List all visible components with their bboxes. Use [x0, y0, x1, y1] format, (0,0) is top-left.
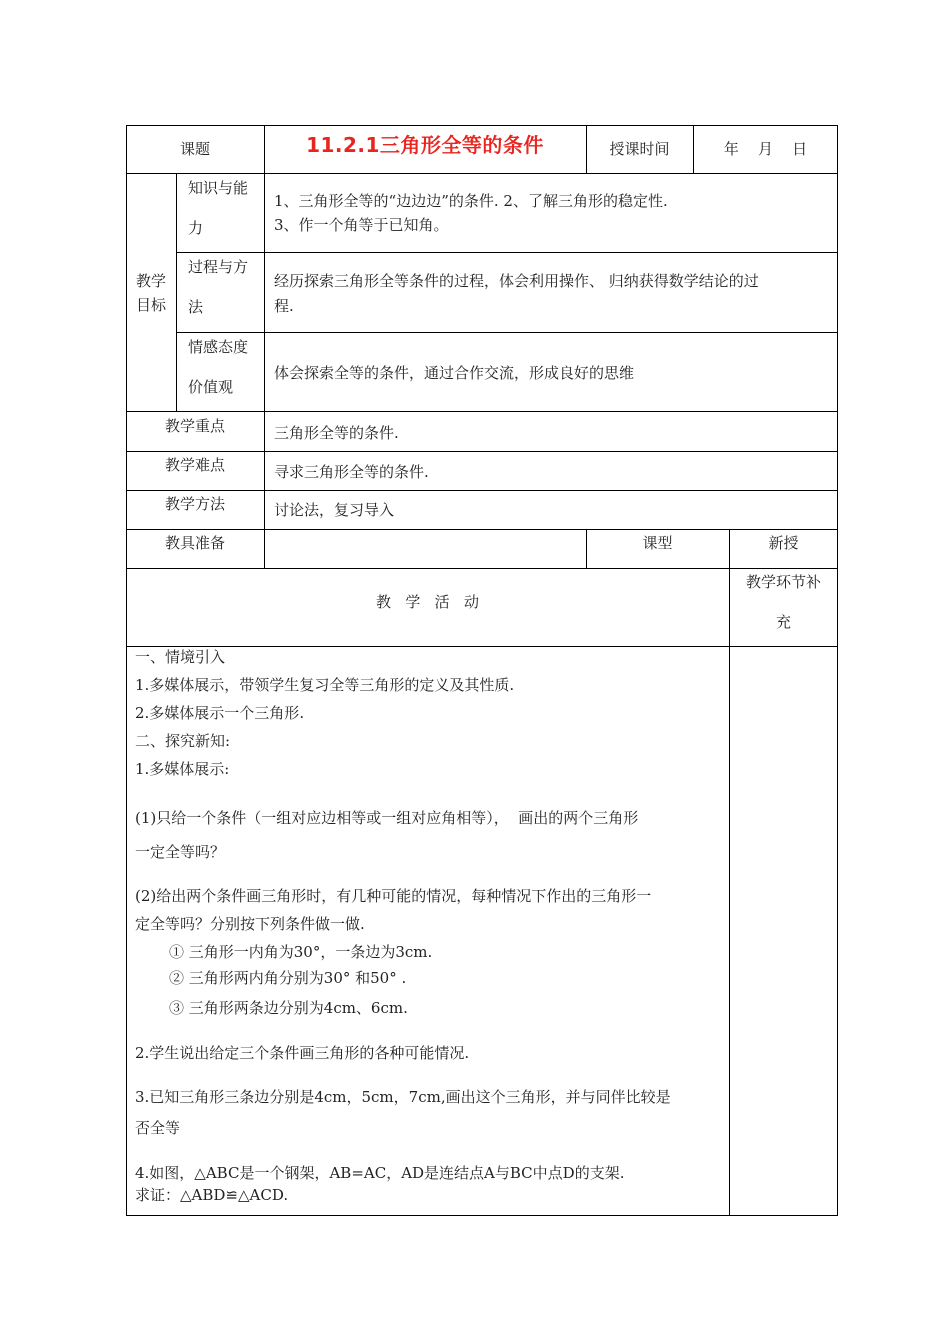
tools-label: 教具准备 [164, 534, 225, 552]
row-divider [126, 568, 838, 569]
activity-line: ② 三角形两内角分别为30° 和50° . [169, 969, 407, 987]
col-divider [264, 173, 265, 568]
activity-line: 4.如图，△ABC是一个钢架，AB=AC，AD是连结点A与BC中点D的支架. [135, 1164, 625, 1182]
row-divider [126, 173, 838, 174]
activity-line: 定全等吗？分别按下列条件做一做. [135, 915, 365, 933]
activity-line: 3.已知三角形三条边分别是4cm，5cm，7cm,画出这个三角形，并与同伴比较是 [135, 1088, 671, 1106]
difficulty-label: 教学难点 [164, 456, 225, 474]
date-placeholder: 年 月 日 [723, 140, 808, 158]
col-divider [176, 173, 177, 411]
row-divider [126, 646, 838, 647]
activity-line: 2.学生说出给定三个条件画三角形的各种可能情况. [135, 1044, 470, 1062]
topic-label: 课题 [179, 140, 210, 158]
activity-line: (1)只给一个条件（一组对应边相等或一组对应角相等）， 画出的两个三角形 [135, 809, 639, 827]
objectives-label-line1: 教学 [135, 272, 166, 290]
activity-line: (2)给出两个条件画三角形时，有几种可能的情况，每种情况下作出的三角形一 [135, 887, 652, 905]
process-label-line2: 法 [188, 298, 204, 316]
emotion-label-line1: 情感态度 [188, 338, 249, 356]
row-divider [126, 411, 838, 412]
activity-line: 2.多媒体展示一个三角形. [135, 704, 305, 722]
supplement-label-line2: 充 [775, 613, 791, 631]
process-label-line1: 过程与方 [188, 258, 249, 276]
row-divider [126, 490, 838, 491]
process-text-line2: 程. [274, 297, 294, 315]
emotion-label-line2: 价值观 [188, 378, 234, 396]
row-divider [126, 529, 838, 530]
col-divider [729, 529, 730, 1216]
process-text-line1: 经历探索三角形全等条件的过程，体会利用操作、 归纳获得数学结论的过 [274, 272, 759, 290]
knowledge-text-line1: 1、三角形全等的“边边边”的条件. 2、了解三角形的稳定性. [274, 192, 668, 210]
key-point-label: 教学重点 [164, 417, 225, 435]
supplement-label-line1: 教学环节补 [745, 573, 821, 591]
lesson-type-label: 课型 [642, 534, 673, 552]
lesson-type-value: 新授 [768, 534, 799, 552]
key-point-text: 三角形全等的条件. [274, 424, 399, 442]
objectives-label-line2: 目标 [135, 296, 166, 314]
activity-line: 一定全等吗？ [135, 843, 226, 861]
activity-line: 1.多媒体展示: [135, 760, 230, 778]
activity-line: ① 三角形一内角为30°，一条边为3cm. [169, 943, 433, 961]
activity-line: ③ 三角形两条边分别为4cm、6cm. [169, 999, 408, 1017]
method-label: 教学方法 [164, 495, 225, 513]
difficulty-text: 寻求三角形全等的条件. [274, 463, 429, 481]
row-divider [176, 252, 838, 253]
activity-line: 1.多媒体展示，带领学生复习全等三角形的定义及其性质. [135, 676, 515, 694]
knowledge-text-line2: 3、作一个角等于已知角。 [274, 216, 449, 234]
knowledge-label-line1: 知识与能 [188, 179, 249, 197]
knowledge-label-line2: 力 [188, 219, 204, 237]
row-divider [176, 332, 838, 333]
page-title: 11.2.1三角形全等的条件 [306, 133, 544, 157]
activity-line: 求证：△ABD≌△ACD. [135, 1186, 289, 1204]
activity-line: 否全等 [135, 1119, 181, 1137]
activity-heading: 教 学 活 动 [376, 593, 479, 611]
time-label: 授课时间 [609, 140, 670, 158]
emotion-text: 体会探索全等的条件，通过合作交流，形成良好的思维 [274, 364, 635, 382]
row-divider [126, 451, 838, 452]
activity-line: 二、探究新知: [135, 732, 231, 750]
method-text: 讨论法，复习导入 [274, 501, 395, 519]
activity-line: 一、情境引入 [135, 648, 226, 666]
